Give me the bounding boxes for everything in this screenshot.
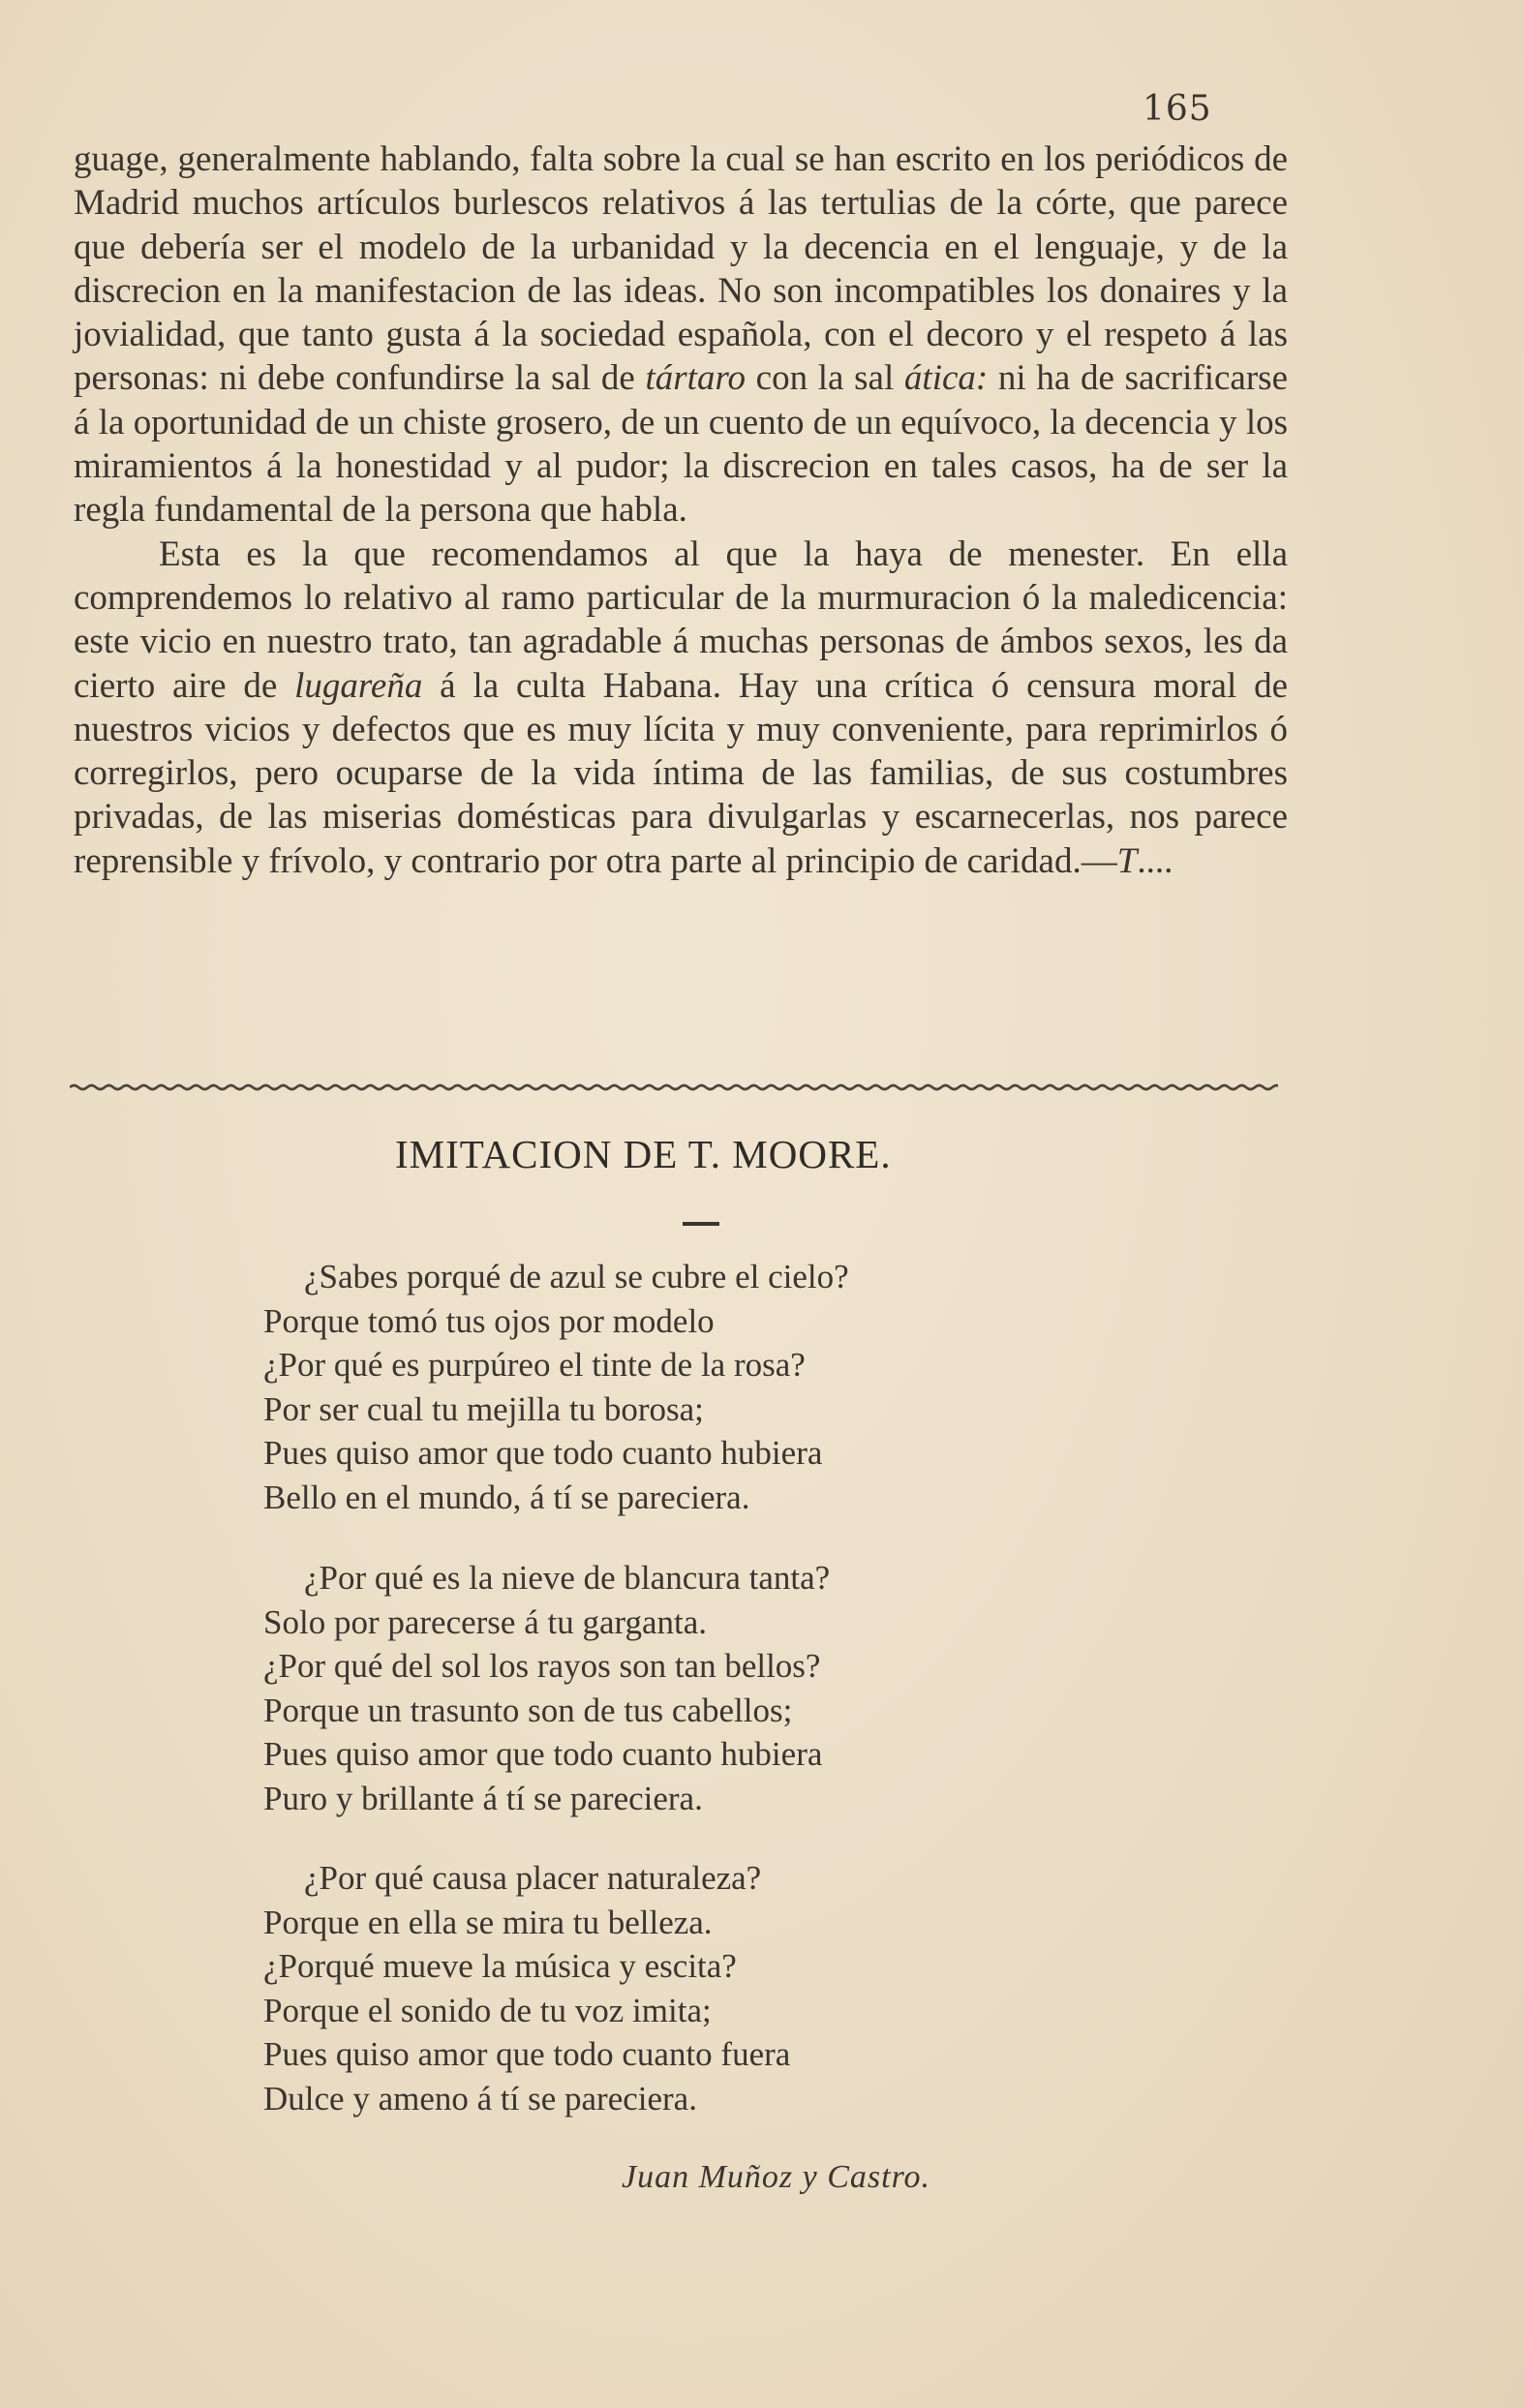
paragraph-2-italic-lugarena: lugareña xyxy=(294,665,423,706)
wavy-section-divider xyxy=(70,1081,1278,1094)
title-dash xyxy=(683,1222,719,1226)
stanza-1 xyxy=(263,1255,849,1520)
verse-line: Porque en ella se mira tu belleza. xyxy=(263,1903,713,1941)
verse-line: Por ser cual tu mejilla tu borosa; xyxy=(263,1389,704,1428)
paragraph-2 xyxy=(74,533,1288,883)
paragraph-1-text-c: ni ha de sacrificarse á la oportunidad de un chiste grosero, de un cuento de un equívoco, la decencia y los miramientos á la honestidad y al pudor; la discrecion en tales casos, ha de ser la regla fundamental de la persona que habla. xyxy=(74,358,1288,531)
page-number: 165 xyxy=(1143,89,1212,129)
verse-line: Pues quiso amor que todo cuanto hubiera xyxy=(263,1434,823,1473)
paragraph-2-text-c: .... xyxy=(1137,840,1173,881)
verse-line: Pues quiso amor que todo cuanto fuera xyxy=(263,2035,791,2074)
stanza-2 xyxy=(263,1556,830,1821)
paragraph-1-italic-tartaro: tártaro xyxy=(645,358,746,399)
verse-line: ¿Sabes porqué de azul se cubre el cielo? xyxy=(304,1258,849,1295)
verse-line: Pues quiso amor que todo cuanto hubiera xyxy=(263,1735,823,1774)
paragraph-2-italic-initial: T xyxy=(1116,840,1138,881)
verse-line: Dulce y ameno á tí se pareciera. xyxy=(263,2079,697,2118)
verse-line: ¿Por qué es la nieve de blancura tanta? xyxy=(304,1559,831,1597)
stanza-3 xyxy=(263,1856,790,2121)
verse-line: Porque un trasunto son de tus cabellos; xyxy=(263,1691,793,1729)
verse-line: Porque el sonido de tu voz imita; xyxy=(263,1991,712,2029)
wavy-divider-graphic xyxy=(70,1081,1278,1094)
verse-line: ¿Por qué del sol los rayos son tan bellos? xyxy=(263,1647,821,1686)
paragraph-2-text-a: Esta es la que recomendamos al que la haya de menester. En ella comprendemos lo relativo al ramo particular de la murmuracion ó la maledicencia: este vicio en nuestro trato, tan agradable á muchas personas de ámbos sexos, les da cierto aire de xyxy=(74,533,1288,706)
verse-line: Solo por parecerse á tu garganta. xyxy=(263,1602,708,1641)
paragraph-1-italic-atica: ática: xyxy=(903,358,989,399)
paragraph-1-text-a: guage, generalmente hablando, falta sobre la cual se han escrito en los periódicos de Madrid muchos artículos burlescos relativos á las tertulias de la córte, que parece que debería ser el modelo de la urbanidad y la decencia en el lenguaje, y de la discrecion en la manifestacion de las ideas. No son incompatibles los donaires y la jovialidad, que tanto gusta á la sociedad española, con el decoro y el respeto á las personas: ni debe confundirse la sal de xyxy=(74,139,1288,399)
verse-line: ¿Porqué mueve la música y escita? xyxy=(263,1947,737,1986)
poem-signature: Juan Muñoz y Castro. xyxy=(622,2159,931,2195)
verse-line: ¿Por qué es purpúreo el tinte de la rosa? xyxy=(263,1346,806,1385)
verse-line: Porque tomó tus ojos por modelo xyxy=(263,1301,715,1340)
verse-line: Bello en el mundo, á tí se pareciera. xyxy=(263,1478,750,1516)
paragraph-1-text-b: con la sal xyxy=(745,358,904,399)
prose-section xyxy=(74,137,1288,883)
paragraph-2-text-b: á la culta Habana. Hay una crítica ó censura moral de nuestros vicios y defectos que es muy lícita y muy conveniente, para reprimirlos ó corregirlos, pero ocuparse de la vida íntima de las familias, de sus costumbres privadas, de las miserias domésticas para divulgarlas y escarnecerlas, nos parece reprensible y frívolo, y contrario por otra parte al principio de caridad.— xyxy=(74,665,1288,881)
paragraph-1 xyxy=(74,137,1288,533)
poem-title: IMITACION DE T. MOORE. xyxy=(395,1132,892,1176)
verse-line: ¿Por qué causa placer naturaleza? xyxy=(304,1859,762,1897)
verse-line: Puro y brillante á tí se pareciera. xyxy=(263,1779,703,1817)
